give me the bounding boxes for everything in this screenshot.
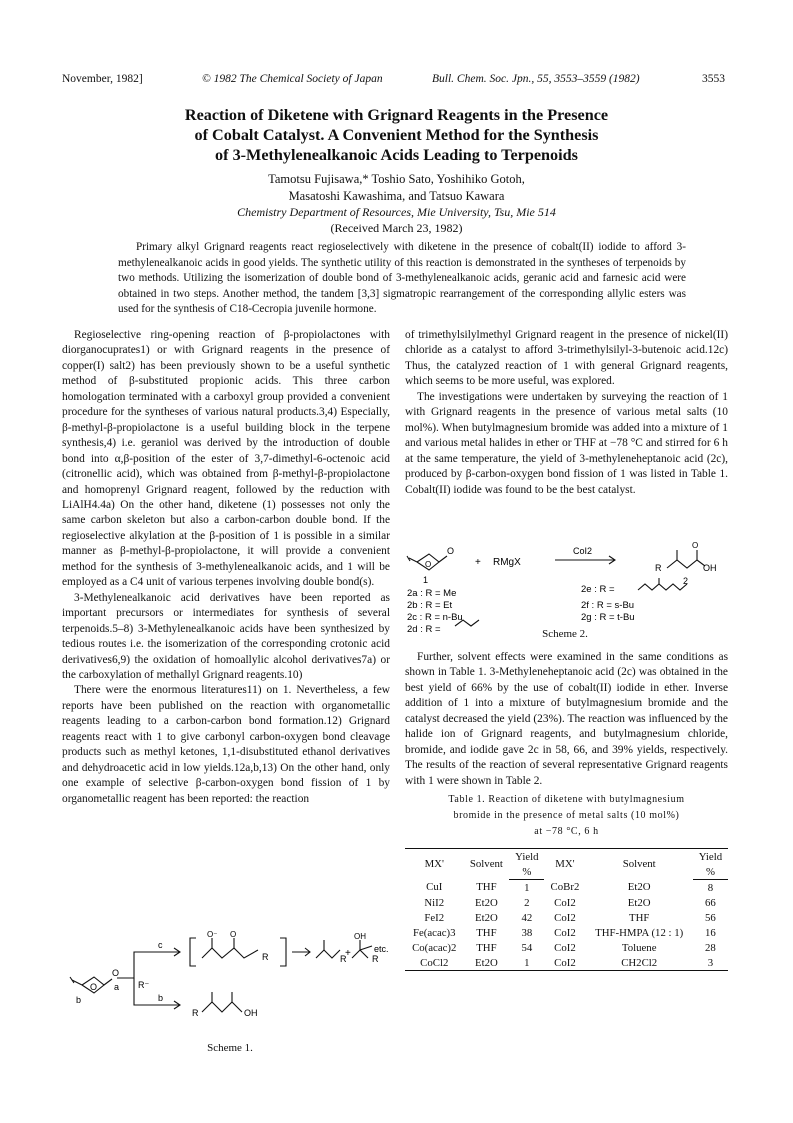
paragraph-nickel-catalyst: of trimethylsilylmethyl Grignard reagent in the presence of nickel(II) chloride as a catalyst to afford 3-trimethylsilyl-3-butenoic acid.12c) Thus, the catalyzed reaction of 1 with general Grignard reagents, which seems to be more useful, was explored. [405,329,728,388]
svg-text:R: R [372,954,379,964]
table-cell: Et2O [475,896,498,909]
scheme1-label-b: b [76,995,82,1005]
table-cell: CoI2 [554,926,576,939]
table-1-caption-line-3: at −78 °C, 6 h [534,826,599,837]
table-1-header-yield-2: Yield [693,849,728,865]
table-row [405,955,728,971]
article-title-line-1: Reaction of Diketene with Grignard Reagents in the Presence [184,106,609,124]
table-cell: CoCl2 [405,955,464,971]
svg-text:+: + [475,557,481,568]
table-cell: Co(acac)2 [412,941,457,954]
table-cell: CoI2 [554,896,576,909]
table-cell: 1 [509,955,544,971]
table-cell: CoI2 [554,941,576,954]
article-title-line-3: of 3-Methylenealkanoic Acids Leading to Terpenoids [215,146,578,164]
table-1-header-mx-2: MX' [544,849,585,880]
scheme1-label-c: c [158,940,163,950]
table-cell: Fe(acac)3 [412,926,456,939]
table-cell: THF [476,881,497,894]
table-cell: 1 [524,881,530,894]
table-cell: CuI [426,881,443,894]
scheme2-oh-label: OH [703,563,717,573]
table-cell: 66 [705,896,716,909]
table-cell: 38 [521,926,533,939]
scheme2-entry-2c: 2c : R = n-Bu [407,612,463,623]
table-1-header-solvent-2: Solvent [586,849,693,880]
scheme1-etc: etc. [374,944,389,954]
scheme2-entry-2b: 2b : R = Et [407,600,453,611]
scheme1-oh: OH [354,932,366,941]
scheme1-r: R [192,1008,199,1018]
table-row [405,925,728,940]
page-number: 3553 [702,73,725,85]
scheme2-compound-1: 1 [423,575,429,585]
scheme2-entry-2a: 2a : R = Me [407,588,457,599]
copyright-line: © 1982 The Chemical Society of Japan [202,73,383,85]
authors-line-2: Masatoshi Kawashima, and Tatsuo Kawara [288,189,505,203]
table-cell: 42 [521,911,533,924]
paragraph-literature: There were the enormous literatures11) on 1. Nevertheless, a few reports have been published on the reaction with organometallic reagents leading to a carbon-carbon bond formation.12) Grignard reagents react with 1 to give carbonyl carbon-oxygen bond cleavage products such as methyl ketones, 1,1-disubstituted ethanol derivatives and dehydroacetic acid in low yields.12a,b,13) On the other hand, only one example of selective β-carbon-oxygen bond fission of 1 by organometallic reagent has been reported: the reaction [62,684,390,805]
scheme1-acid-oh: OH [244,1008,258,1018]
right-column-bottom [405,650,728,789]
scheme1-reagent: R⁻ [138,980,150,990]
svg-text:O: O [90,982,98,992]
table-row [405,910,728,925]
table-cell: CH2Cl2 [586,955,693,971]
table-cell: 28 [705,941,716,954]
authors-line-1: Tamotsu Fujisawa,* Toshio Sato, Yoshihiko Gotoh, [268,172,525,186]
table-1-caption-line-2: bromide in the presence of metal salts (10 mol%) [453,810,680,821]
abstract-text: Primary alkyl Grignard reagents react regioselectively with diketene in the presence of cobalt(II) iodide to afford 3-methylenealkanoic acids in good yields. The synthetic utility of this reaction is demonstrated in the syntheses of terpenoids by two methods. Utilizing the isomerization of double bond of 3-methylenealkanoic acids, geranic acid and farnesic acid were obtained in two steps. Another method, the tandem [3,3] sigmatropic rearrangement of the corresponding allylic esters was used for the synthesis of C18-Cecropia juvenile hormone. [118,241,686,316]
journal-citation: Bull. Chem. Soc. Jpn., 55, 3553–3559 (1982) [432,73,640,85]
paragraph-methylene-acids: 3-Methylenealkanoic acid derivatives have been reported as important precursors or intermediates for synthesis of several terpenoids.5–8) 3-Methylenealkanoic acids have been synthesized by tedious routes i.e. the isomerization of the corresponding crotonic acid derivatives6,9) the oxidation of homoallylic alcohol derivatives7a) or the carboxylation of methallyl Grignard reagents.10) [62,591,390,681]
table-cell: CoI2 [544,955,585,971]
table-cell: 16 [705,926,716,939]
scheme1-label-a: a [114,982,120,992]
table-1-header-yield: Yield [509,849,544,865]
table-row [405,940,728,955]
scheme2-o-label: O [447,546,455,556]
table-cell: Et2O [475,911,498,924]
table-1-header-mx: MX' [405,849,464,880]
scheme2-catalyst: CoI2 [573,546,593,556]
table-cell: Et2O [627,896,651,909]
table-1 [405,848,728,971]
scheme2-entry-2d: 2d : R = [407,624,441,635]
scheme2-entry-2e: 2e : R = [581,584,615,595]
table-cell: CoBr2 [550,881,580,894]
svg-text:O: O [425,560,432,569]
left-column [62,328,390,807]
table-cell: 3 [693,955,728,971]
scheme2-entry-2f: 2f : R = s-Bu [581,600,635,611]
right-column-top [405,328,728,498]
paragraph-intro: Regioselective ring-opening reaction of β-propiolactones with diorganocuprates1) or with Grignard reagents in the presence of copper(I) salt2) has been previously shown to be a useful synthetic method of β-substituted propionic acids. This three carbon homologation terminated with a carboxyl group provided a convenient procedure for the syntheses of various natural products.3,4) Especially, β-methyl-β-propiolactone is a useful building block in the terpene synthesis,4) i.e. geraniol was derived by the introduction of double bond into α,β-position of the ester of 3,7-dimethyl-6-octenoic acid (citronellic acid), which was obtained from β-methyl-β-propiolactone and homoprenyl Grignard reagent, followed by the reduction with LiAlH4.4a) On the other hand, diketene (1) possesses not only the same carbon skeleton but also a carbon-carbon double bond. If the regioselective alkylation at the β-position of 1 is possible in a similar manner as β-methyl-β-propiolactone, it will provide a convenient method for the synthesis of 3-methylenealkanoic acids, and 1 will be employed as a C4 unit of various terpenes involving double bond(s). [62,329,390,589]
scheme-1-diagram [62,930,392,1040]
abstract [118,240,686,318]
table-1-header-solvent: Solvent [464,849,510,880]
svg-text:R: R [262,952,269,962]
table-cell: Et2O [464,955,510,971]
table-cell: THF [628,911,650,924]
svg-text:O: O [692,541,699,550]
table-cell: 2 [524,896,530,909]
table-cell: THF-HMPA (12 : 1) [595,926,684,939]
table-cell: THF [476,941,497,954]
table-cell: 56 [705,911,716,924]
svg-text:O: O [112,968,120,978]
paragraph-investigations: The investigations were undertaken by surveying the reaction of 1 with Grignard reagents in the presence of various metal salts (10 mol%). When butylmagnesium bromide was added into a mixture of 1 and various metal halides in ether or THF at −78 °C and stirred for 6 h at the same temperature, the yield of 3-methyleneheptanoic acid (2c), produced by β-carbon-oxygen bond fission of 1 was listed in Table 1. Cobalt(II) iodide was found to be the best catalyst. [405,390,728,496]
paragraph-solvent-effects: Further, solvent effects were examined in the same conditions as shown in Table 1. 3-Methyleneheptanoic acid (2c) was obtained in the best yield of 66% by the use of cobalt(II) iodide in ether. Inverse addition of 1 into a mixture of butylmagnesium bromide and the catalyst decreased the yield (23%). The reaction was influenced by the halide ion of Grignard reagents, and butylmagnesium chloride, bromide, and iodide gave 2c in 58, 66, and 39% yields, respectively. The results of the reaction of several representative Grignard reagents with 1 were shown in Table 2. [405,651,728,787]
table-cell: THF [476,926,497,939]
table-row [405,880,728,896]
scheme2-entry-2g: 2g : R = t-Bu [581,612,635,623]
svg-text:R: R [340,954,347,964]
table-1-yield-unit-2: % [693,864,728,880]
svg-text:O⁻: O⁻ [207,930,218,939]
table-cell: Toluene [621,941,657,954]
table-cell: NiI2 [424,896,445,909]
table-1-caption [405,792,728,840]
received-date: (Received March 23, 1982) [330,221,463,235]
table-cell: 54 [521,941,533,954]
scheme-2-caption: Scheme 2. [542,628,588,640]
scheme1-label-b2: b [158,993,164,1003]
table-row [405,895,728,910]
svg-text:O: O [230,930,237,939]
running-date: November, 1982] [62,73,143,85]
scheme-1-caption: Scheme 1. [207,1042,253,1054]
table-1-yield-unit: % [509,864,544,880]
affiliation: Chemistry Department of Resources, Mie University, Tsu, Mie 514 [237,205,556,219]
scheme2-compound-2: 2 [683,576,689,586]
table-cell: Et2O [627,881,651,894]
article-title-line-2: of Cobalt Catalyst. A Convenient Method for the Synthesis [194,126,599,144]
scheme2-reagent: RMgX [493,557,521,568]
table-cell: FeI2 [424,911,445,924]
table-cell: 8 [707,881,714,894]
table-1-caption-line-1: Table 1. Reaction of diketene with butylmagnesium [448,794,685,805]
svg-text:+: + [345,948,351,959]
table-cell: CoI2 [554,911,576,924]
scheme2-r-label: R [655,563,662,573]
